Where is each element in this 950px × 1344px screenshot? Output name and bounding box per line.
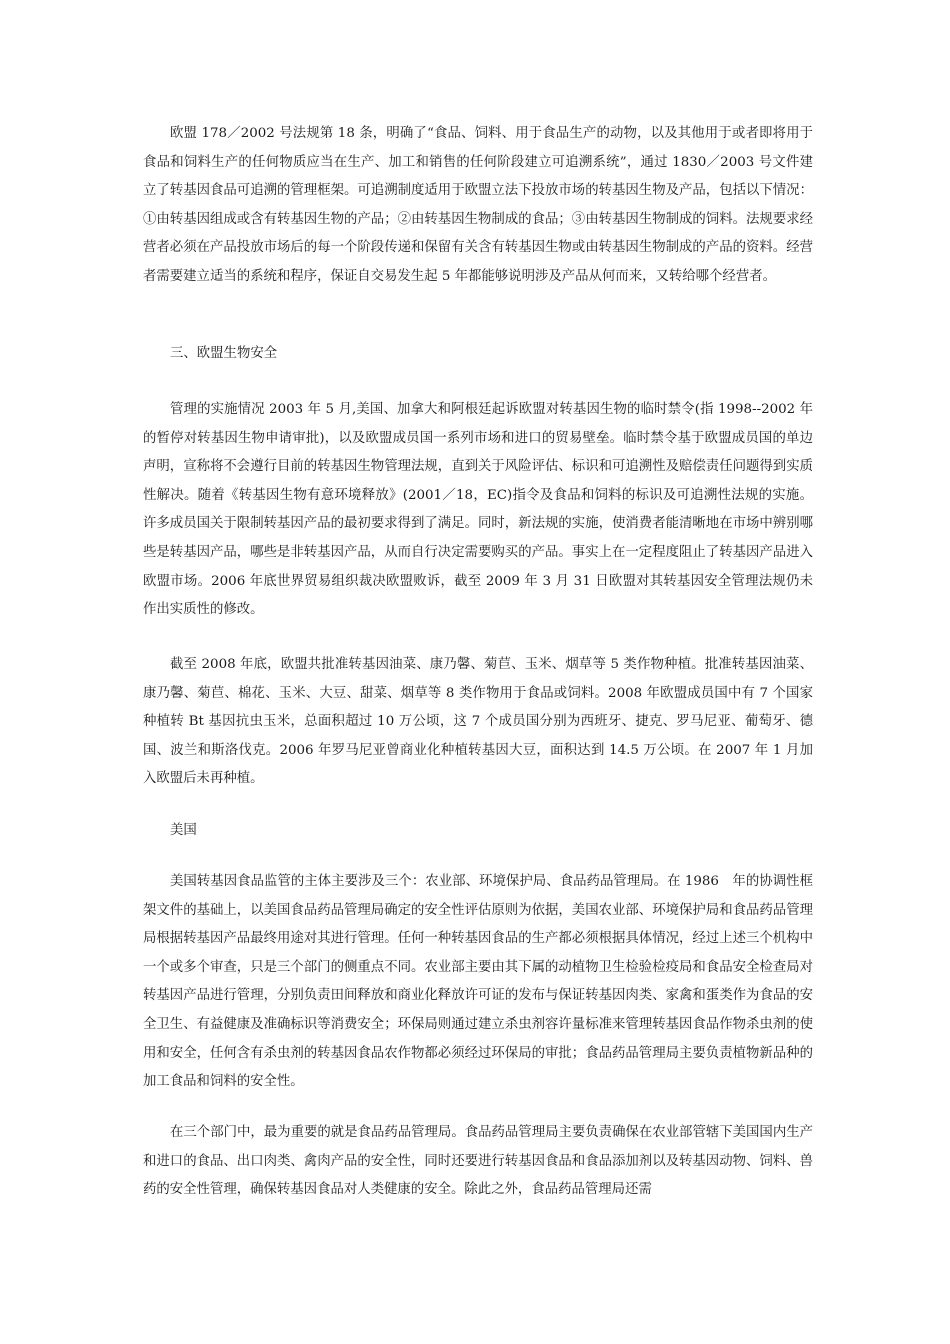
paragraph-usa-fda: 在三个部门中，最为重要的就是食品药品管理局。食品药品管理局主要负责确保在农业部管辖下美国国内生产和进口的食品、出口肉类、禽肉产品的安全性，同时还要进行转基因食品和食品添加剂以及转基因动物、饲料、兽药的安全性管理，确保转基因食品对人类健康的安全。除此之外，食品药品管理局还需 <box>143 1125 813 1198</box>
paragraph-eu-approvals: 截至 2008 年底，欧盟共批准转基因油菜、康乃馨、菊苣、玉米、烟草等 5 类作物种植。批准转基因油菜、康乃馨、菊苣、棉花、玉米、大豆、甜菜、烟草等 8 类作物用于食品或饲料。2008 年欧盟成员国中有 7 个国家种植转 Bt 基因抗虫玉米，总面积超过 10 万公顷，这 7 个成员国分别为西班牙、捷克、罗马尼亚、葡萄牙、德国、波兰和斯洛伐克。2006 年罗马尼亚曾商业化种植转基因大豆，面积达到 14.5 万公顷。在 2007 年 1 月加入欧盟后未再种植。 <box>143 657 813 787</box>
paragraph-usa-agencies: 美国转基因食品监管的主体主要涉及三个：农业部、环境保护局、食品药品管理局。在 1986 年的协调性框架文件的基础上，以美国食品药品管理局确定的安全性评估原则为依据，美国农业部、环境保护局和食品药品管理局根据转基因产品最终用途对其进行管理。任何一种转基因食品的生产都必须根据具体情况，经过上述三个机构中一个或多个审查，只是三个部门的侧重点不同。农业部主要由其下属的动植物卫生检验检疫局和食品安全检查局对转基因产品进行管理，分别负责田间释放和商业化释放许可证的发布与保证转基因肉类、家禽和蛋类作为食品的安全卫生、有益健康及准确标识等消费安全；环保局则通过建立杀虫剂容许量标准来管理转基因食品作物杀虫剂的使用和安全，任何含有杀虫剂的转基因食品农作物都必须经过环保局的审批；食品药品管理局主要负责植物新品种的加工食品和饲料的安全性。 <box>143 874 813 1090</box>
section-heading-eu-biosafety: 三、欧盟生物安全 <box>170 346 278 361</box>
paragraph-eu-implementation: 管理的实施情况 2003 年 5 月,美国、加拿大和阿根廷起诉欧盟对转基因生物的临时禁令(指 1998--2002 年的暂停对转基因生物申请审批)，以及欧盟成员国一系列市场和进口的贸易壁垒。临时禁令基于欧盟成员国的单边声明，宣称将不会遵行目前的转基因生物管理法规，直到关于风险评估、标识和可追溯性及赔偿责任问题得到实质性解决。随着《转基因生物有意环境释放》(2001／18，EC)指令及食品和饲料的标识及可追溯性法规的实施。许多成员国关于限制转基因产品的最初要求得到了满足。同时，新法规的实施，使消费者能清晰地在市场中辨别哪些是转基因产品，哪些是非转基因产品，从而自行决定需要购买的产品。事实上在一定程度阻止了转基因产品进入欧盟市场。2006 年底世界贸易组织裁决欧盟败诉，截至 2009 年 3 月 31 日欧盟对其转基因安全管理法规仍未作出实质性的修改。 <box>143 402 813 618</box>
section-heading-usa: 美国 <box>170 823 197 838</box>
paragraph-eu-traceability: 欧盟 178／2002 号法规第 18 条，明确了“食品、饲料、用于食品生产的动物，以及其他用于或者即将用于食品和饲料生产的任何物质应当在生产、加工和销售的任何阶段建立可追溯系统”，通过 1830／2003 号文件建立了转基因食品可追溯的管理框架。可追溯制度适用于欧盟立法下投放市场的转基因生物及产品，包括以下情况：①由转基因组成或含有转基因生物的产品；②由转基因生物制成的食品；③由转基因生物制成的饲料。法规要求经营者必须在产品投放市场后的每一个阶段传递和保留有关含有转基因生物或由转基因生物制成的产品的资料。经营者需要建立适当的系统和程序，保证自交易发生起 5 年都能够说明涉及产品从何而来，又转给哪个经营者。 <box>143 126 813 284</box>
